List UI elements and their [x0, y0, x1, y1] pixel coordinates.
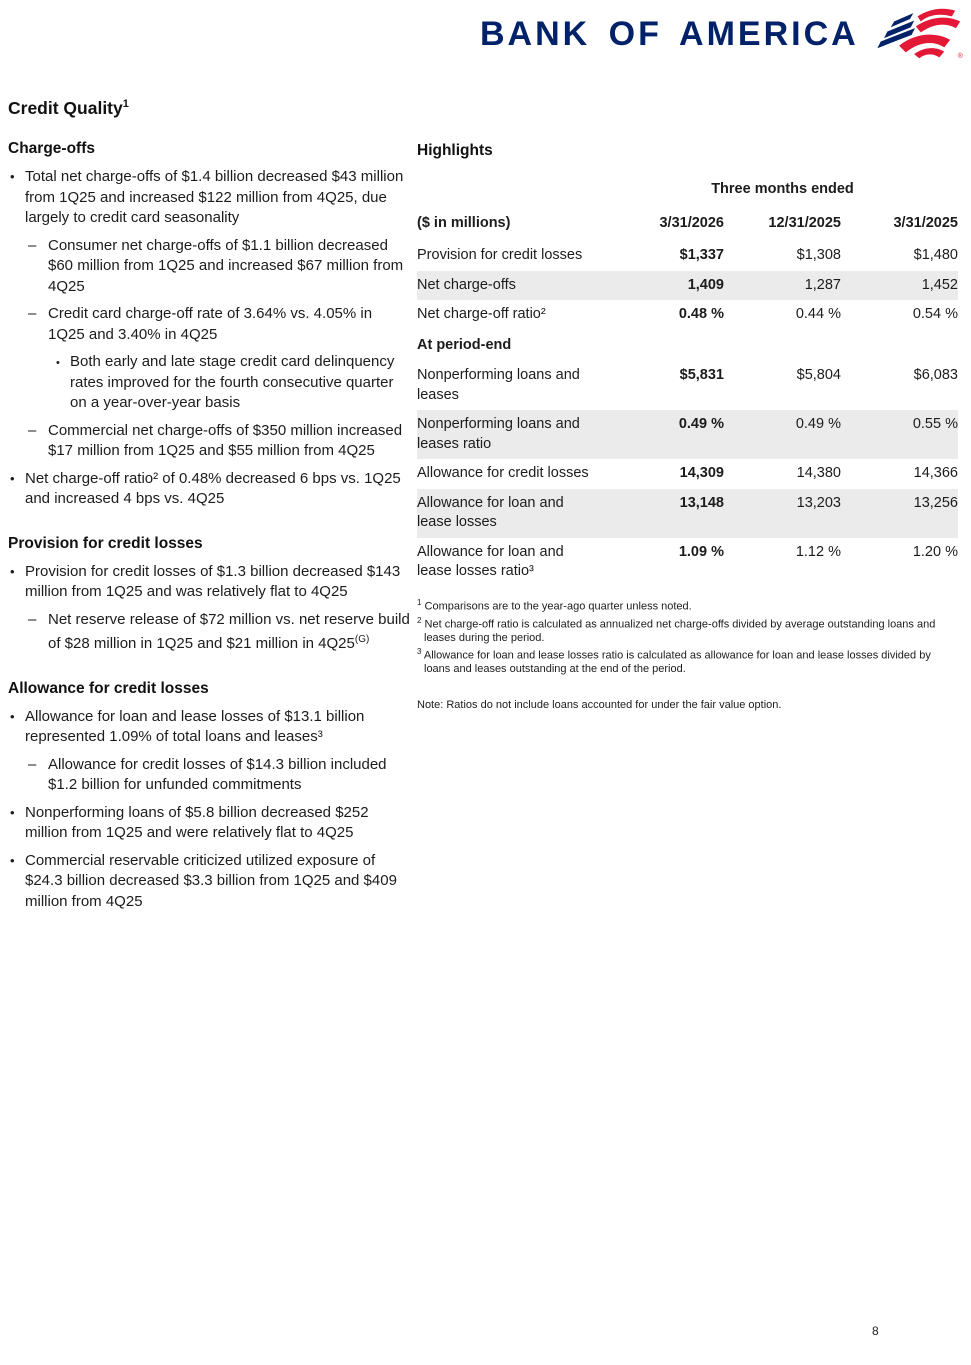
footnote-text: Allowance for loan and lease losses ratio is calculated as allowance for loan and lease losses divided by loans and leases outstanding at the end of the period.: [423, 649, 931, 676]
table-row: [417, 538, 958, 587]
column-header: ($ in millions): [417, 214, 511, 231]
period-header: Three months ended: [711, 181, 854, 197]
column-header: 3/31/2025: [893, 214, 958, 231]
cell-value: $5,804: [796, 367, 841, 383]
cell-value: $1,308: [796, 247, 841, 263]
cell-value: $1,337: [679, 247, 724, 263]
bullet-text: Provision for credit losses of $1.3 billion decreased $143 million from 1Q25 and was relatively flat to 4Q25: [25, 562, 401, 600]
cell-value: 14,309: [679, 465, 724, 481]
bank-of-america-wordmark: BANK OF AMERICA: [480, 14, 859, 53]
cell-value: 1,409: [607, 271, 724, 301]
footnotes: [417, 596, 952, 677]
cell-value: 14,380: [796, 465, 841, 481]
bullet-text: Net charge-off ratio² of 0.48% decreased 6 bps vs. 1Q25 and increased 4 bps vs. 4Q25: [25, 469, 401, 507]
flag-icon-svg: [869, 8, 961, 60]
bullet-item: [16, 421, 410, 462]
bullet-text: Nonperforming loans of $5.8 billion decreased $252 million from 1Q25 and were relatively flat to 4Q25: [25, 803, 369, 841]
bullet-item: [16, 236, 410, 298]
section-provision: [8, 535, 410, 655]
brand-logo: [480, 8, 961, 60]
cell-value: $5,831: [679, 367, 724, 383]
bullet-item: [16, 304, 410, 345]
bullet-list: [8, 707, 410, 913]
footnote: [417, 596, 952, 614]
row-label: Provision for credit losses: [417, 247, 583, 263]
highlights-heading: Highlights: [417, 142, 493, 159]
cell-value: 13,148: [607, 489, 724, 538]
bullet-superscript: (G): [354, 634, 370, 645]
cell-value: 13,203: [724, 489, 841, 538]
cell-value: 1,452: [841, 271, 958, 301]
section-allowance: [8, 680, 410, 913]
highlights-table: [417, 176, 958, 587]
bullet-item: [16, 755, 410, 796]
row-label: Allowance for loan and lease losses: [417, 489, 607, 538]
cell-value: 1.09 %: [678, 543, 724, 560]
row-label: Nonperforming loans and leases: [417, 367, 580, 403]
cell-value: 0.48 %: [678, 306, 724, 322]
page-number: 8: [872, 1324, 879, 1338]
footnote-text: Comparisons are to the year-ago quarter unless noted.: [424, 600, 692, 613]
bullet-item: [16, 352, 410, 414]
bullet-list: [8, 167, 410, 510]
bullet-text: Allowance for credit losses of $14.3 billion included $1.2 billion for unfunded commitments: [48, 755, 387, 793]
page-title: [8, 98, 129, 119]
table-row: [417, 300, 958, 330]
page-title-footnote-marker: 1: [122, 98, 129, 111]
bullet-text: Total net charge-offs of $1.4 billion decreased $43 million from 1Q25 and increased $122 million from 4Q25, due largely to credit card seasonality: [25, 168, 404, 226]
section-heading: Provision for credit losses: [8, 534, 203, 552]
row-label: Net charge-off ratio²: [417, 306, 546, 322]
table-row: [417, 361, 958, 410]
bullet-list: [8, 562, 410, 655]
table-row: [417, 459, 958, 489]
row-label: Net charge-offs: [417, 271, 607, 301]
bullet-text: Commercial reservable criticized utilized exposure of $24.3 billion decreased $3.3 billion from 1Q25 and $409 million from 4Q25: [25, 851, 397, 910]
spacer-cell: [417, 176, 607, 209]
footnote-marker: 2: [417, 615, 422, 625]
footnote-marker: 3: [417, 647, 422, 657]
registered-trademark: ®: [957, 53, 963, 60]
cell-value: 0.44 %: [795, 306, 841, 322]
table-row: [417, 410, 958, 459]
highlights-panel: [417, 142, 962, 712]
cell-value: $1,480: [913, 247, 958, 263]
footnote: [417, 645, 952, 677]
cell-value: $6,083: [913, 367, 958, 383]
bullet-item: [8, 803, 410, 844]
bullet-text: Commercial net charge-offs of $350 million increased $17 million from 1Q25 and $55 million from 4Q25: [48, 421, 403, 459]
cell-value: 1,287: [724, 271, 841, 301]
cell-value: 13,256: [841, 489, 958, 538]
bullet-text: Allowance for loan and lease losses of $13.1 billion represented 1.09% of total loans and leases³: [25, 707, 365, 745]
column-header: 3/31/2026: [659, 214, 724, 231]
bullet-text: Both early and late stage credit card delinquency rates improved for the fourth consecutive quarter on a year-over-year basis: [70, 353, 395, 411]
table-row: [417, 271, 958, 301]
column-header: 12/31/2025: [768, 214, 841, 231]
bank-of-america-flag-icon: [869, 8, 961, 60]
column-header-row: [417, 209, 958, 242]
cell-value: 14,366: [913, 465, 958, 481]
note-line: Note: Ratios do not include loans accounted for under the fair value option.: [417, 698, 782, 711]
bullet-item: [8, 707, 410, 748]
footnote-marker: 1: [417, 597, 422, 607]
bullet-item: [8, 469, 410, 510]
section-row-label: At period-end: [417, 336, 512, 353]
footnote: [417, 614, 952, 646]
cell-value: 0.49 %: [607, 410, 724, 459]
bullet-text: Net reserve release of $72 million vs. net reserve build of $28 million in 1Q25 and $21 million in 4Q25: [48, 610, 410, 652]
cell-value: 1.12 %: [795, 543, 841, 560]
footnote-text: Net charge-off ratio is calculated as annualized net charge-offs divided by average outstanding loans and leases during the period.: [424, 618, 936, 644]
cell-value: 0.54 %: [912, 306, 958, 322]
table-row: [417, 241, 958, 271]
bullet-item: [16, 610, 410, 655]
bullet-item: [8, 562, 410, 603]
cell-value: 0.49 %: [724, 410, 841, 459]
row-label: Allowance for credit losses: [417, 465, 589, 481]
bullet-item: [8, 851, 410, 913]
table-row: [417, 489, 958, 538]
row-label: Nonperforming loans and leases ratio: [417, 410, 607, 459]
bullet-text: Consumer net charge-offs of $1.1 billion decreased $60 million from 1Q25 and increased $67 million from 4Q25: [48, 236, 404, 295]
period-header-row: [417, 176, 958, 209]
cell-value: 0.55 %: [841, 410, 958, 459]
section-heading: Charge-offs: [8, 140, 95, 157]
section-heading: Allowance for credit losses: [8, 679, 209, 697]
left-column: [8, 140, 410, 937]
table-section-row: [417, 330, 958, 362]
section-charge-offs: [8, 140, 410, 510]
cell-value: 1.20 %: [912, 543, 958, 560]
bullet-item: [8, 167, 410, 229]
page-title-text: Credit Quality: [8, 98, 123, 118]
row-label: Allowance for loan and lease losses ratio³: [417, 543, 564, 579]
bullet-text: Credit card charge-off rate of 3.64% vs. 4.05% in 1Q25 and 3.40% in 4Q25: [48, 305, 373, 343]
